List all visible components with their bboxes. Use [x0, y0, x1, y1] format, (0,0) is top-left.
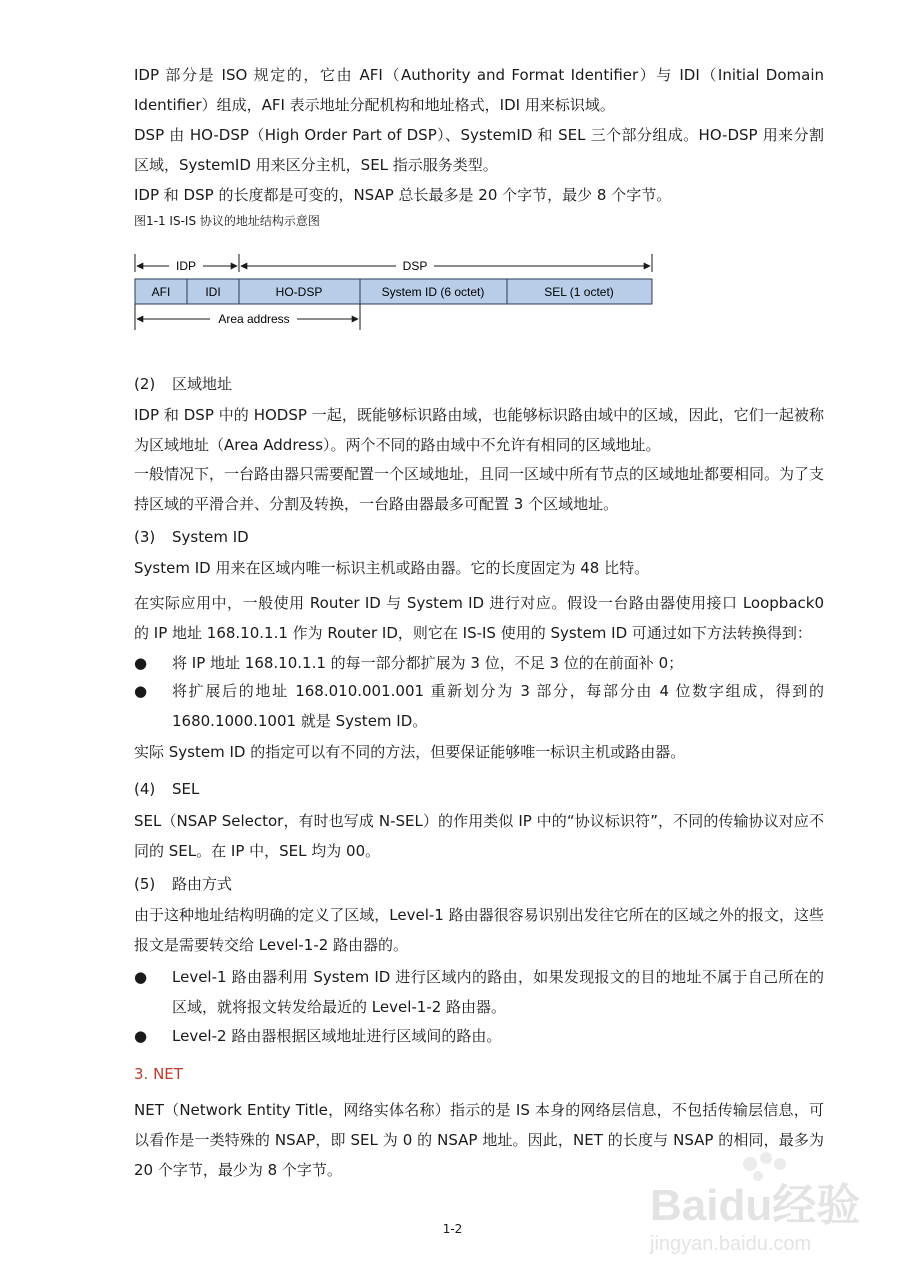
- section-number: (2): [134, 375, 156, 393]
- paragraph-sysid-2: 在实际应用中，一般使用 Router ID 与 System ID 进行对应。假设一台路由器使用接口 Loopback0 的 IP 地址 168.10.1.1 作为 Router ID，则它在 IS-IS 使用的 System ID 可通过如下方法转换得到：: [134, 594, 824, 642]
- section-number: (4): [134, 780, 156, 798]
- list-item-text: 将 IP 地址 168.10.1.1 的每一部分都扩展为 3 位，不足 3 位的在前面补 0；: [172, 654, 684, 672]
- baidu-jingyan-watermark: [640, 1150, 860, 1260]
- paragraph-sysid-3: 实际 System ID 的指定可以有不同的方法，但要保证能够唯一标识主机或路由器。: [134, 743, 686, 761]
- figure-caption: 图1-1 IS-IS 协议的地址结构示意图: [134, 214, 320, 228]
- net-heading: 3. NET: [134, 1065, 183, 1083]
- section-title: 区域地址: [172, 375, 233, 393]
- hodsp-label: HO-DSP: [275, 285, 323, 299]
- paragraph-sysid-1: System ID 用来在区域内唯一标识主机或路由器。它的长度固定为 48 比特。: [134, 559, 650, 577]
- dsp-label: DSP: [402, 259, 428, 273]
- paragraph-area-1: IDP 和 DSP 中的 HODSP 一起，既能够标识路由域，也能够标识路由域中的区域，因此，它们一起被称为区域地址（Area Address）。两个不同的路由域中不允许有相同的区域地址。: [134, 406, 824, 454]
- paragraph-net: NET（Network Entity Title，网络实体名称）指示的是 IS 本身的网络层信息，不包括传输层信息，可以看作是一类特殊的 NSAP，即 SEL 为 0 的 NSAP 地址。因此，NET 的长度与 NSAP 的相同，最多为 20 个字节，最少为 8 个字节。: [134, 1101, 824, 1179]
- afi-label: AFI: [151, 285, 171, 299]
- paragraph-length: IDP 和 DSP 的长度都是可变的，NSAP 总长最多是 20 个字节，最少 8 个字节。: [134, 186, 672, 204]
- section-title: 路由方式: [172, 875, 233, 893]
- list-item-text: Level-1 路由器利用 System ID 进行区域内的路由，如果发现报文的目的地址不属于自己所在的区域，就将报文转发给最近的 Level-1-2 路由器。: [172, 968, 824, 1016]
- sel-label: SEL (1 octet): [544, 285, 614, 299]
- section-heading-area-address: [134, 372, 232, 396]
- bullet-icon: ●: [134, 968, 148, 986]
- paragraph-dsp: DSP 由 HO-DSP（High Order Part of DSP）、SystemID 和 SEL 三个部分组成。HO-DSP 用来分割区域，SystemID 用来区分主机，SEL 指示服务类型。: [134, 126, 824, 174]
- idi-label: IDI: [205, 285, 221, 299]
- section-heading-routing: [134, 872, 232, 896]
- section-number: (5): [134, 875, 156, 893]
- section-heading-system-id: [134, 525, 249, 549]
- list-item: [134, 676, 824, 736]
- page-number: 1-2: [442, 1222, 463, 1236]
- paragraph-routing: 由于这种地址结构明确的定义了区域，Level-1 路由器很容易识别出发往它所在的区域之外的报文，这些报文是需要转交给 Level-1-2 路由器的。: [134, 906, 824, 954]
- section-heading-sel: [134, 777, 199, 801]
- section-number: (3): [134, 528, 156, 546]
- list-item-text: 将扩展后的地址 168.010.001.001 重新划分为 3 部分，每部分由 4 位数字组成，得到的 1680.1000.1001 就是 System ID。: [172, 682, 824, 730]
- bullet-icon: ●: [134, 654, 148, 672]
- paragraph-idp: IDP 部分是 ISO 规定的，它由 AFI（Authority and Format Identifier）与 IDI（Initial Domain Identifier）组成，AFI 表示地址分配机构和地址格式，IDI 用来标识域。: [134, 66, 824, 114]
- list-item: [134, 648, 824, 678]
- watermark-url: jingyan.baidu.com: [650, 1233, 812, 1255]
- list-item: [134, 962, 824, 1022]
- section-title: SEL: [172, 780, 200, 798]
- paragraph-sel: SEL（NSAP Selector，有时也写成 N-SEL）的作用类似 IP 中的“协议标识符”，不同的传输协议对应不同的 SEL。在 IP 中，SEL 均为 00。: [134, 812, 824, 860]
- bullet-icon: ●: [134, 1027, 148, 1045]
- section-title: System ID: [172, 528, 249, 546]
- watermark-brand: Baidu经验: [650, 1181, 860, 1230]
- list-item-text: Level-2 路由器根据区域地址进行区域间的路由。: [172, 1027, 502, 1045]
- bullet-icon: ●: [134, 682, 148, 700]
- paragraph-area-2: 一般情况下，一台路由器只需要配置一个区域地址，且同一区域中所有节点的区域地址都要相同。为了支持区域的平滑合并、分割及转换，一台路由器最多可配置 3 个区域地址。: [134, 465, 825, 513]
- idp-label: IDP: [175, 259, 197, 273]
- area-address-label: Area address: [218, 312, 290, 326]
- list-item: [134, 1021, 824, 1051]
- systemid-label: System ID (6 octet): [381, 285, 485, 299]
- address-structure-diagram: [0, 0, 905, 360]
